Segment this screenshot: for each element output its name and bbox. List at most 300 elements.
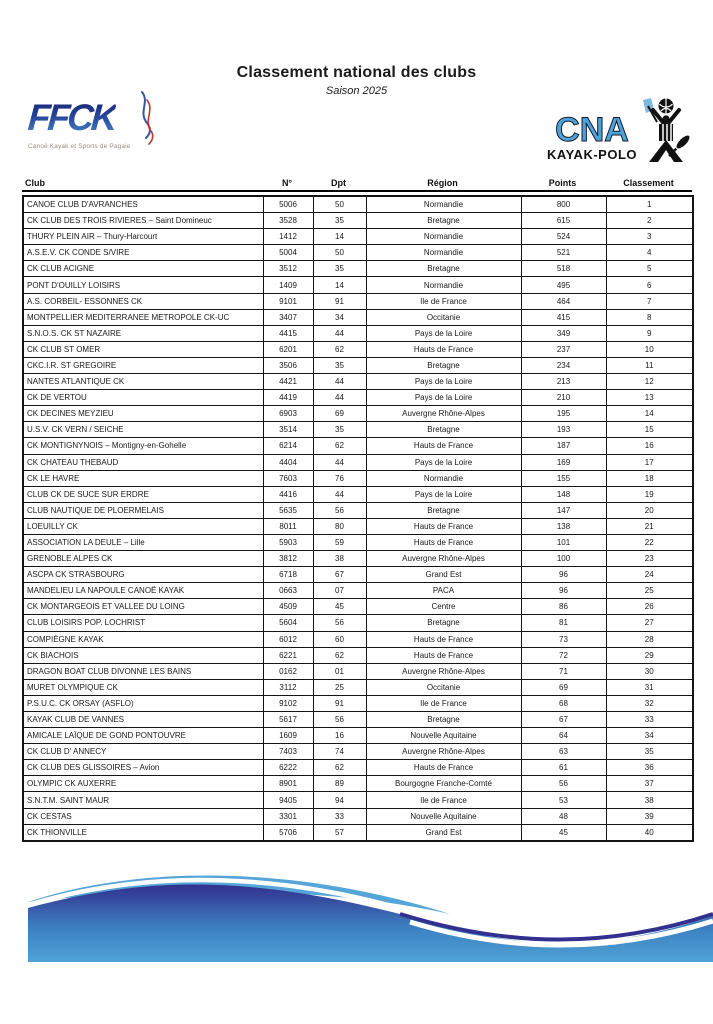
cell-rank: 25 xyxy=(606,583,693,599)
cell-region: Normandie xyxy=(366,277,521,293)
cell-rank: 2 xyxy=(606,213,693,229)
cell-num: 9102 xyxy=(263,695,313,711)
cell-rank: 10 xyxy=(606,341,693,357)
cell-num: 1409 xyxy=(263,277,313,293)
cell-rank: 13 xyxy=(606,390,693,406)
cell-dpt: 44 xyxy=(313,390,366,406)
table-row xyxy=(23,760,693,776)
cell-dpt: 07 xyxy=(313,583,366,599)
cell-rank: 29 xyxy=(606,647,693,663)
cell-rank: 6 xyxy=(606,277,693,293)
footer-wave-graphic xyxy=(0,860,713,980)
cell-rank: 3 xyxy=(606,229,693,245)
cna-logo xyxy=(547,94,697,170)
cell-club: CLUB LOISIRS POP. LOCHRIST xyxy=(23,615,263,631)
column-header-region: Région xyxy=(427,178,458,188)
cell-dpt: 59 xyxy=(313,534,366,550)
cell-region: PACA xyxy=(366,583,521,599)
cell-num: 3407 xyxy=(263,309,313,325)
cell-num: 5617 xyxy=(263,712,313,728)
cell-rank: 33 xyxy=(606,712,693,728)
cell-dpt: 67 xyxy=(313,567,366,583)
table-row xyxy=(23,631,693,647)
cell-points: 495 xyxy=(521,277,606,293)
cell-points: 81 xyxy=(521,615,606,631)
cell-dpt: 44 xyxy=(313,486,366,502)
cell-rank: 18 xyxy=(606,470,693,486)
table-row xyxy=(23,824,693,841)
cell-club: CK THIONVILLE xyxy=(23,824,263,841)
cell-region: Hauts de France xyxy=(366,760,521,776)
cell-rank: 21 xyxy=(606,518,693,534)
ranking-table xyxy=(22,178,692,842)
kayak-polo-referee-icon xyxy=(639,98,691,168)
table-row xyxy=(23,599,693,615)
cell-club: MURET OLYMPIQUE CK xyxy=(23,679,263,695)
cell-dpt: 76 xyxy=(313,470,366,486)
cell-num: 3514 xyxy=(263,422,313,438)
cell-club: LOEUILLY CK xyxy=(23,518,263,534)
cell-num: 4416 xyxy=(263,486,313,502)
cell-club: OLYMPIC CK AUXERRE xyxy=(23,776,263,792)
cell-num: 4404 xyxy=(263,454,313,470)
cell-club: CK DE VERTOU xyxy=(23,390,263,406)
cell-region: Bretagne xyxy=(366,615,521,631)
cell-num: 3301 xyxy=(263,808,313,824)
cell-points: 56 xyxy=(521,776,606,792)
cell-points: 521 xyxy=(521,245,606,261)
cell-region: Normandie xyxy=(366,196,521,213)
cell-points: 237 xyxy=(521,341,606,357)
cell-num: 8011 xyxy=(263,518,313,534)
cell-num: 5706 xyxy=(263,824,313,841)
cell-dpt: 33 xyxy=(313,808,366,824)
cell-club: CK MONTARGEOIS ET VALLEE DU LOING xyxy=(23,599,263,615)
ffck-tagline: Canoë Kayak et Sports de Pagaie xyxy=(28,143,131,150)
cell-dpt: 35 xyxy=(313,357,366,373)
table-row xyxy=(23,390,693,406)
cell-dpt: 01 xyxy=(313,663,366,679)
column-header-dpt: Dpt xyxy=(331,178,346,188)
cell-dpt: 50 xyxy=(313,196,366,213)
cell-club: CK MONTIGNYNOIS – Montigny-en-Gohelle xyxy=(23,438,263,454)
cell-rank: 26 xyxy=(606,599,693,615)
cell-num: 7603 xyxy=(263,470,313,486)
cell-club: KAYAK CLUB DE VANNES xyxy=(23,712,263,728)
cell-points: 72 xyxy=(521,647,606,663)
cell-points: 213 xyxy=(521,374,606,390)
cell-points: 349 xyxy=(521,325,606,341)
table-row xyxy=(23,663,693,679)
table-row xyxy=(23,567,693,583)
column-header-classement: Classement xyxy=(623,178,674,188)
cell-num: 3506 xyxy=(263,357,313,373)
cell-num: 4509 xyxy=(263,599,313,615)
cell-points: 53 xyxy=(521,792,606,808)
cell-dpt: 25 xyxy=(313,679,366,695)
table-row xyxy=(23,615,693,631)
cell-dpt: 44 xyxy=(313,454,366,470)
cell-rank: 31 xyxy=(606,679,693,695)
cell-club: U.S.V. CK VERN / SEICHE xyxy=(23,422,263,438)
cell-region: Hauts de France xyxy=(366,647,521,663)
table-row xyxy=(23,261,693,277)
cell-num: 1412 xyxy=(263,229,313,245)
cell-region: Auvergne Rhône-Alpes xyxy=(366,551,521,567)
cell-points: 195 xyxy=(521,406,606,422)
cell-dpt: 56 xyxy=(313,712,366,728)
cell-club: THURY PLEIN AIR – Thury-Harcourt xyxy=(23,229,263,245)
cell-club: CLUB NAUTIQUE DE PLOERMELAIS xyxy=(23,502,263,518)
cell-points: 187 xyxy=(521,438,606,454)
cell-region: Grand Est xyxy=(366,824,521,841)
table-row xyxy=(23,245,693,261)
cna-acronym-text: CNA xyxy=(555,111,629,149)
title-block xyxy=(0,64,713,97)
cell-points: 234 xyxy=(521,357,606,373)
cell-points: 68 xyxy=(521,695,606,711)
table-row xyxy=(23,438,693,454)
cell-region: Pays de la Loire xyxy=(366,454,521,470)
cell-dpt: 62 xyxy=(313,760,366,776)
cell-region: Nouvelle Aquitaine xyxy=(366,808,521,824)
cell-num: 8901 xyxy=(263,776,313,792)
cell-rank: 20 xyxy=(606,502,693,518)
cell-region: Hauts de France xyxy=(366,438,521,454)
ranking-table-grid xyxy=(22,195,694,842)
cell-points: 64 xyxy=(521,728,606,744)
cell-dpt: 14 xyxy=(313,277,366,293)
cell-club: COMPIÈGNE KAYAK xyxy=(23,631,263,647)
cell-rank: 5 xyxy=(606,261,693,277)
cell-rank: 24 xyxy=(606,567,693,583)
cell-num: 5903 xyxy=(263,534,313,550)
table-row xyxy=(23,196,693,213)
cell-club: A.S.E.V. CK CONDE S/VIRE xyxy=(23,245,263,261)
cell-num: 4419 xyxy=(263,390,313,406)
cell-club: S.N.T.M. SAINT MAUR xyxy=(23,792,263,808)
table-row xyxy=(23,647,693,663)
table-row xyxy=(23,277,693,293)
page-subtitle: Saison 2025 xyxy=(325,85,388,97)
cell-region: Ile de France xyxy=(366,695,521,711)
cell-num: 4421 xyxy=(263,374,313,390)
cell-num: 5604 xyxy=(263,615,313,631)
table-row xyxy=(23,470,693,486)
cell-dpt: 62 xyxy=(313,647,366,663)
page-title: Classement national des clubs xyxy=(236,64,477,81)
cell-dpt: 94 xyxy=(313,792,366,808)
cell-rank: 32 xyxy=(606,695,693,711)
cell-club: NANTES ATLANTIQUE CK xyxy=(23,374,263,390)
cell-region: Normandie xyxy=(366,470,521,486)
cell-dpt: 44 xyxy=(313,325,366,341)
table-row xyxy=(23,454,693,470)
cell-points: 67 xyxy=(521,712,606,728)
cell-points: 518 xyxy=(521,261,606,277)
cell-rank: 11 xyxy=(606,357,693,373)
cell-num: 0663 xyxy=(263,583,313,599)
cell-region: Auvergne Rhône-Alpes xyxy=(366,744,521,760)
cell-region: Bretagne xyxy=(366,357,521,373)
cell-rank: 14 xyxy=(606,406,693,422)
cell-club: S.N.O.S. CK ST NAZAIRE xyxy=(23,325,263,341)
cell-region: Bretagne xyxy=(366,502,521,518)
cell-club: ASCPA CK STRASBOURG xyxy=(23,567,263,583)
cell-dpt: 56 xyxy=(313,615,366,631)
cell-club: MONTPELLIER MEDITERRANEE METROPOLE CK-UC xyxy=(23,309,263,325)
cell-points: 615 xyxy=(521,213,606,229)
cell-rank: 15 xyxy=(606,422,693,438)
cell-dpt: 16 xyxy=(313,728,366,744)
cell-rank: 1 xyxy=(606,196,693,213)
cell-num: 6012 xyxy=(263,631,313,647)
cell-club: CK DECINES MEYZIEU xyxy=(23,406,263,422)
cell-club: CK BIACHOIS xyxy=(23,647,263,663)
cell-club: CK LE HAVRE xyxy=(23,470,263,486)
cell-num: 6201 xyxy=(263,341,313,357)
cell-num: 9101 xyxy=(263,293,313,309)
table-row xyxy=(23,776,693,792)
cell-region: Bourgogne Franche-Comté xyxy=(366,776,521,792)
cell-club: CANOE CLUB D'AVRANCHES xyxy=(23,196,263,213)
cell-rank: 22 xyxy=(606,534,693,550)
table-row xyxy=(23,518,693,534)
cell-points: 63 xyxy=(521,744,606,760)
cell-points: 100 xyxy=(521,551,606,567)
ffck-logo xyxy=(28,98,158,160)
column-header-club: Club xyxy=(25,178,45,188)
cell-points: 464 xyxy=(521,293,606,309)
cell-rank: 8 xyxy=(606,309,693,325)
cell-region: Hauts de France xyxy=(366,631,521,647)
cell-rank: 9 xyxy=(606,325,693,341)
cell-num: 5006 xyxy=(263,196,313,213)
table-row xyxy=(23,583,693,599)
cell-rank: 36 xyxy=(606,760,693,776)
cell-region: Grand Est xyxy=(366,567,521,583)
cell-dpt: 34 xyxy=(313,309,366,325)
cell-region: Ile de France xyxy=(366,293,521,309)
cell-points: 210 xyxy=(521,390,606,406)
cell-region: Ile de France xyxy=(366,792,521,808)
cell-dpt: 60 xyxy=(313,631,366,647)
cell-region: Bretagne xyxy=(366,261,521,277)
cell-points: 415 xyxy=(521,309,606,325)
cell-rank: 7 xyxy=(606,293,693,309)
cell-region: Hauts de France xyxy=(366,341,521,357)
cell-dpt: 35 xyxy=(313,422,366,438)
table-row xyxy=(23,293,693,309)
cell-points: 800 xyxy=(521,196,606,213)
cell-points: 147 xyxy=(521,502,606,518)
cell-dpt: 45 xyxy=(313,599,366,615)
table-row xyxy=(23,712,693,728)
cell-club: CK CLUB DES GLISSOIRES – Avion xyxy=(23,760,263,776)
cell-num: 5635 xyxy=(263,502,313,518)
cell-region: Bretagne xyxy=(366,712,521,728)
cell-dpt: 14 xyxy=(313,229,366,245)
cell-club: A.S. CORBEIL- ESSONNES CK xyxy=(23,293,263,309)
cell-rank: 27 xyxy=(606,615,693,631)
cell-dpt: 50 xyxy=(313,245,366,261)
cell-region: Normandie xyxy=(366,245,521,261)
table-row xyxy=(23,792,693,808)
cell-club: CK CESTAS xyxy=(23,808,263,824)
table-row xyxy=(23,341,693,357)
cell-dpt: 38 xyxy=(313,551,366,567)
table-row xyxy=(23,213,693,229)
ranking-table-body xyxy=(23,196,693,841)
cell-club: CK CLUB ACIGNE xyxy=(23,261,263,277)
ffck-acronym-text: FFCK xyxy=(26,97,117,138)
table-row xyxy=(23,679,693,695)
cell-dpt: 57 xyxy=(313,824,366,841)
cell-club: CK CLUB ST OMER xyxy=(23,341,263,357)
cell-num: 3528 xyxy=(263,213,313,229)
cell-points: 96 xyxy=(521,583,606,599)
cell-region: Nouvelle Aquitaine xyxy=(366,728,521,744)
cell-region: Bretagne xyxy=(366,213,521,229)
cell-rank: 4 xyxy=(606,245,693,261)
cell-club: CK CLUB DES TROIS RIVIERES – Saint Domineuc xyxy=(23,213,263,229)
cell-num: 3812 xyxy=(263,551,313,567)
table-row xyxy=(23,406,693,422)
table-row xyxy=(23,486,693,502)
table-row xyxy=(23,374,693,390)
cell-points: 193 xyxy=(521,422,606,438)
cell-club: AMICALE LAÏQUE DE GOND PONTOUVRE xyxy=(23,728,263,744)
cell-region: Hauts de France xyxy=(366,518,521,534)
cell-dpt: 89 xyxy=(313,776,366,792)
cell-num: 4415 xyxy=(263,325,313,341)
cell-points: 96 xyxy=(521,567,606,583)
cell-rank: 34 xyxy=(606,728,693,744)
cell-points: 524 xyxy=(521,229,606,245)
cell-club: CKC.I.R. ST GREGOIRE xyxy=(23,357,263,373)
cell-region: Bretagne xyxy=(366,422,521,438)
cell-rank: 16 xyxy=(606,438,693,454)
cell-region: Auvergne Rhône-Alpes xyxy=(366,406,521,422)
table-row xyxy=(23,534,693,550)
cell-rank: 35 xyxy=(606,744,693,760)
cell-points: 148 xyxy=(521,486,606,502)
cell-num: 6214 xyxy=(263,438,313,454)
table-row xyxy=(23,728,693,744)
cell-points: 101 xyxy=(521,534,606,550)
cell-dpt: 44 xyxy=(313,374,366,390)
cell-rank: 30 xyxy=(606,663,693,679)
cell-points: 138 xyxy=(521,518,606,534)
cell-dpt: 62 xyxy=(313,438,366,454)
cell-region: Pays de la Loire xyxy=(366,325,521,341)
table-row xyxy=(23,309,693,325)
cell-num: 6903 xyxy=(263,406,313,422)
cell-rank: 19 xyxy=(606,486,693,502)
cell-club: P.S.U.C. CK ORSAY (ASFLO) xyxy=(23,695,263,711)
cell-points: 48 xyxy=(521,808,606,824)
cell-rank: 39 xyxy=(606,808,693,824)
cna-kayak-polo-label: KAYAK-POLO xyxy=(547,147,638,162)
cell-dpt: 35 xyxy=(313,213,366,229)
cell-num: 6222 xyxy=(263,760,313,776)
cell-dpt: 69 xyxy=(313,406,366,422)
table-row xyxy=(23,502,693,518)
cell-num: 5004 xyxy=(263,245,313,261)
cell-points: 155 xyxy=(521,470,606,486)
cell-dpt: 74 xyxy=(313,744,366,760)
cell-region: Normandie xyxy=(366,229,521,245)
cell-region: Auvergne Rhône-Alpes xyxy=(366,663,521,679)
cell-num: 6221 xyxy=(263,647,313,663)
cell-dpt: 56 xyxy=(313,502,366,518)
ffck-wordmark xyxy=(28,98,158,142)
cell-club: CK CHATEAU THEBAUD xyxy=(23,454,263,470)
cell-club: PONT D'OUILLY LOISIRS xyxy=(23,277,263,293)
cell-club: DRAGON BOAT CLUB DIVONNE LES BAINS xyxy=(23,663,263,679)
cell-num: 7403 xyxy=(263,744,313,760)
table-header-row xyxy=(22,178,692,192)
cell-region: Pays de la Loire xyxy=(366,486,521,502)
cell-dpt: 35 xyxy=(313,261,366,277)
cell-rank: 40 xyxy=(606,824,693,841)
cell-dpt: 62 xyxy=(313,341,366,357)
cell-num: 3512 xyxy=(263,261,313,277)
ffck-swoosh-icon xyxy=(120,90,160,146)
cell-num: 0162 xyxy=(263,663,313,679)
cell-region: Centre xyxy=(366,599,521,615)
table-row xyxy=(23,744,693,760)
cell-region: Occitanie xyxy=(366,679,521,695)
cell-club: CK CLUB D' ANNECY xyxy=(23,744,263,760)
table-row xyxy=(23,808,693,824)
cell-rank: 28 xyxy=(606,631,693,647)
cell-rank: 12 xyxy=(606,374,693,390)
cell-club: GRENOBLE ALPES CK xyxy=(23,551,263,567)
cell-points: 73 xyxy=(521,631,606,647)
cna-wordmark xyxy=(547,111,638,162)
cell-dpt: 80 xyxy=(313,518,366,534)
cell-rank: 37 xyxy=(606,776,693,792)
cell-region: Occitanie xyxy=(366,309,521,325)
cell-num: 3112 xyxy=(263,679,313,695)
cell-dpt: 91 xyxy=(313,293,366,309)
cell-points: 69 xyxy=(521,679,606,695)
cell-rank: 23 xyxy=(606,551,693,567)
cell-points: 86 xyxy=(521,599,606,615)
cell-region: Pays de la Loire xyxy=(366,390,521,406)
cell-num: 9405 xyxy=(263,792,313,808)
table-row xyxy=(23,229,693,245)
cell-club: MANDELIEU LA NAPOULE CANOË KAYAK xyxy=(23,583,263,599)
column-header-num: N° xyxy=(281,178,293,188)
cell-club: ASSOCIATION LA DEULE – Lille xyxy=(23,534,263,550)
table-row xyxy=(23,357,693,373)
cell-num: 6718 xyxy=(263,567,313,583)
cell-region: Hauts de France xyxy=(366,534,521,550)
cell-points: 61 xyxy=(521,760,606,776)
cell-region: Pays de la Loire xyxy=(366,374,521,390)
table-row xyxy=(23,422,693,438)
cell-points: 71 xyxy=(521,663,606,679)
cell-points: 169 xyxy=(521,454,606,470)
column-header-points: Points xyxy=(548,178,577,188)
table-row xyxy=(23,695,693,711)
cell-rank: 38 xyxy=(606,792,693,808)
cell-points: 45 xyxy=(521,824,606,841)
cell-rank: 17 xyxy=(606,454,693,470)
table-row xyxy=(23,551,693,567)
